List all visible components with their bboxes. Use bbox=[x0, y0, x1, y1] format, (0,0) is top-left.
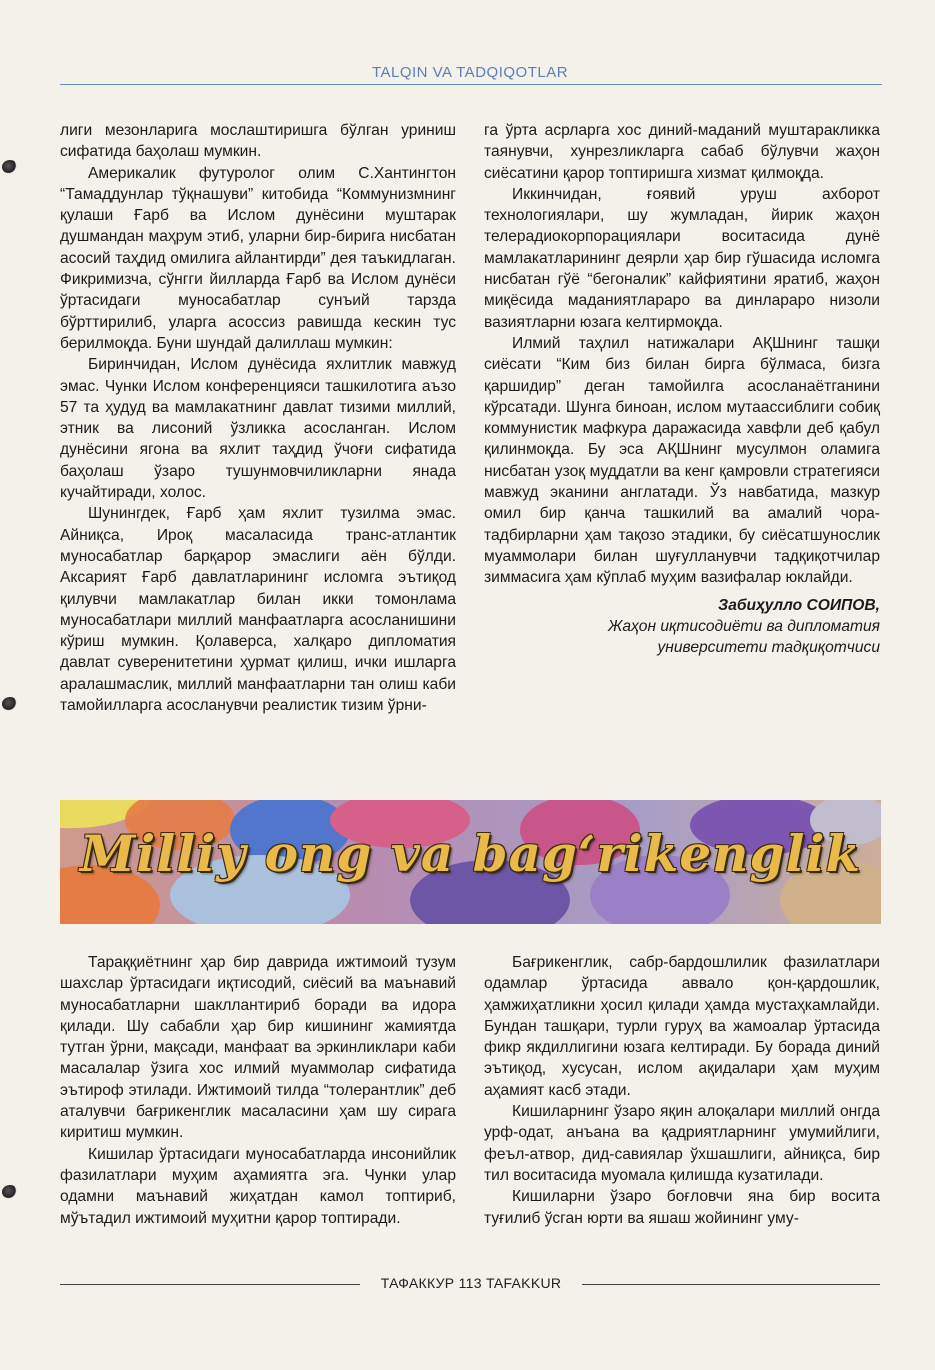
footer-rule bbox=[60, 1284, 360, 1285]
author-name: Забиҳулло СОИПОВ, bbox=[718, 596, 880, 614]
column-bottom-left bbox=[60, 952, 456, 1229]
paragraph: лиги мезонларига мослаштиришга бўлган уриниш сифатида баҳолаш мумкин. bbox=[60, 122, 456, 161]
section-banner bbox=[60, 800, 881, 924]
paragraph: Америкалик футуролог олим С.Хантингтон “Тамаддунлар тўқнашуви” китобида “Коммунизмнинг қулаши Ғарб ва Ислом дунёсини муштарак душмандан маҳрум этиб, уларни бир-бирига нисбатан асосий таҳдид омилига айлантирди” дея таъкидлаган. Фикримизча, сўнгги йилларда Ғарб ва Ислом дунёси ўртасидаги муносабатлар сунъий тарзда бўрттирилиб, уларга асоссиз равишда кескин тус берилмоқда. Буни шундай далиллаш мумкин: bbox=[60, 164, 456, 352]
footer-rule bbox=[582, 1284, 880, 1285]
binder-hole bbox=[2, 1185, 18, 1199]
paragraph: Тараққиётнинг ҳар бир даврида ижтимоий тузум шахслар ўртасидаги иқтисодий, сиёсий ва маънавий муносабатларни шакллантириб боради ва идора қилади. Шу сабабли ҳар бир кишининг жамиятда тутган ўрни, мақсади, манфаат ва эркинликлари каби масалалар ўзига хос илмий муаммолар сифатида эътироф этилади. Ижтимоий тилда “толерантлик” деб аталувчи бағрикенглик масаласини ҳам шу сирага киритиш мумкин. bbox=[60, 954, 456, 1142]
column-top-left bbox=[60, 120, 456, 716]
paragraph: Кишиларни ўзаро боғловчи яна бир восита туғилиб ўсган юрти ва яшаш жойининг уму- bbox=[484, 1188, 880, 1227]
banner-title: Milliy ong va bag‘rikenglik bbox=[79, 824, 862, 883]
header-rule bbox=[60, 84, 882, 85]
paragraph: Бағрикенглик, сабр-бардошлилик фазилатлари одамлар ўртасида аввало қон-қардошлик, ҳамжиҳатликни ҳосил қилади ҳамда мустаҳкамлайди. Бундан ташқари, турли гуруҳ ва жамоалар ўртасида фикр якдиллигини юзага келтиради. Бу борада диний эътиқод, хусусан, ислом ақидалари ҳам муҳим аҳамият касб этади. bbox=[484, 954, 880, 1099]
paragraph: Кишилар ўртасидаги муносабатларда инсонийлик фазилатлари муҳим аҳамиятга эга. Чунки улар одамни маънавий жиҳатдан камол топтириб, мўътадил ижтимоий муҳитни қарор топтиради. bbox=[60, 1145, 456, 1227]
author-affiliation: университети тадқиқотчиси bbox=[657, 638, 880, 656]
column-bottom-right bbox=[484, 952, 880, 1229]
column-top-right bbox=[484, 120, 880, 658]
binder-hole bbox=[2, 697, 18, 711]
running-header: TALQIN VA TADQIQOTLAR bbox=[371, 64, 569, 81]
author-signature bbox=[484, 595, 880, 658]
paragraph: га ўрта асрларга хос диний-маданий муштаракликка таянувчи, хунрезликларга сабаб бўлувчи жаҳон сиёсатини қарор топтиришга хизмат қилмоқда. bbox=[484, 122, 880, 182]
footer-page-number: ТАФАККУР 113 TAFAKKUR bbox=[380, 1275, 562, 1291]
paragraph: Кишиларнинг ўзаро яқин алоқалари миллий онгда урф-одат, анъана ва қадриятларнинг умумийлиги, феъл-атвор, дид-савиялар ўхшашлиги, айниқса, бир тил воситасида муомала қилишда кузатилади. bbox=[484, 1103, 880, 1184]
paragraph: Шунингдек, Ғарб ҳам яхлит тузилма эмас. Айниқса, Ироқ масаласида транс-атлантик муносабатлар барқарор эмаслиги аён бўлди. Аксарият Ғарб давлатларининг исломга эътиқод қилувчи мамлакатлар билан икки томонлама муносабатлари миллий манфаатларга асосланишини кўриш мумкин. Қолаверса, халқаро дипломатия давлат суверенитетини ҳурмат қилиш, ички ишларга аралашмаслик, миллий манфаатларни тан олиш каби тамойилларга асосланувчи реалистик тизим ўрни- bbox=[60, 505, 456, 715]
paragraph: Биринчидан, Ислом дунёсида яхлитлик мавжуд эмас. Чунки Ислом конференцияси ташкилотига аъзо 57 та ҳудуд ва мамлакатнинг давлат тизими миллий, этник ва лисоний ўзликка асосланган. Ислом дунёсини ягона ва яхлит таҳдид ўчоғи сифатида баҳолаш ўзаро тушунмовчиликларни янада кучайтиради, холос. bbox=[60, 356, 456, 502]
binder-hole bbox=[2, 160, 18, 174]
author-affiliation: Жаҳон иқтисодиёти ва дипломатия bbox=[608, 617, 880, 635]
paragraph: Илмий таҳлил натижалари АҚШнинг ташқи сиёсати “Ким биз билан бирга бўлмаса, бизга қаршидир” деган тамойилга асосланаётганини кўрсатади. Шунга биноан, ислом мутаассиблиги собиқ коммунистик мафкура даражасида хавфли деб қабул қилинмоқда. Бу эса АҚШнинг мусулмон оламига нисбатан узоқ муддатли ва кенг қамровли стратегияси мавжуд эканини англатади. Ўз навбатида, мазкур омил бир қанча ташкилий ва амалий чора-тадбирларни ҳам тақозо этадики, бу сиёсатшунослик муаммолари билан шуғулланувчи тадқиқотчилар зиммасига ҳам кўплаб муҳим вазифалар юклайди. bbox=[484, 334, 880, 587]
paragraph: Иккинчидан, ғоявий уруш ахборот технологиялари, шу жумладан, йирик жаҳон телерадиокорпорациялари воситасида дунё мамлакатларининг деярли ҳар бир гўшасида исломга нисбатан гўё “бегоналик” кайфиятини яратиб, жаҳон миқёсида маданиятлараро ва динлараро низоли вазиятларни юзага келтирмоқда. bbox=[484, 185, 880, 331]
